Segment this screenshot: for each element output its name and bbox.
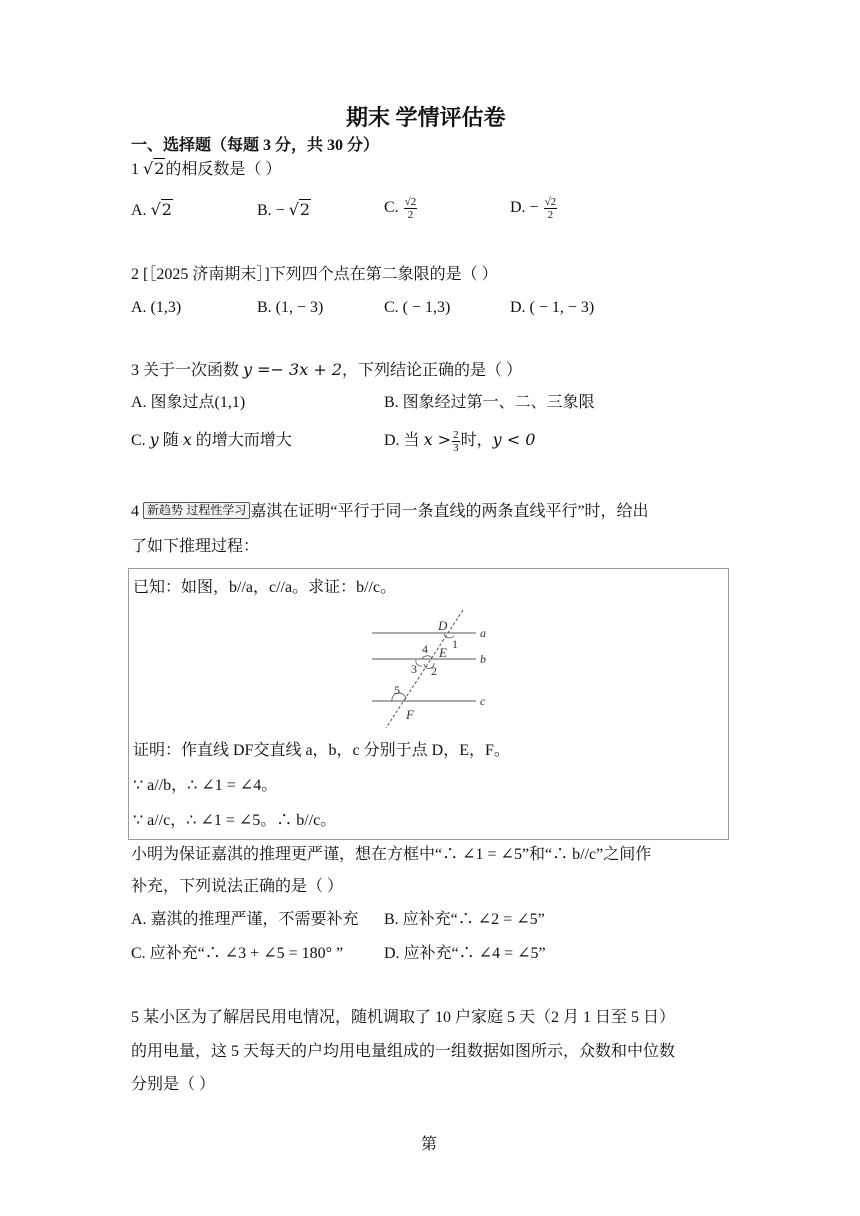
proof-line-1: 证明：作直线 DF交直线 a，b，c 分别于点 D，E，F。 [133,742,510,759]
question-3-stem: 3 关于一次函数 y =− 3x + 2，下列结论正确的是（ ） [131,360,523,379]
question-2-option-a[interactable]: A. (1,3) [131,299,182,316]
label-4: 4 [422,642,428,656]
question-1-stem: 1 √2的相反数是（ ） [131,159,282,178]
question-4-followup-line2: 补充，下列说法正确的是（ ） [131,878,344,895]
page-title: 期末 学情评估卷 [346,105,506,130]
question-5-line2: 的用电量，这 5 天每天的户均用电量组成的一组数据如图所示，众数和中位数 [131,1043,676,1060]
label-E: E [439,645,447,660]
question-2-option-b[interactable]: B. (1, − 3) [257,299,324,316]
section-heading: 一、选择题（每题 3 分，共 30 分） [131,137,380,154]
label-b: b [480,652,486,666]
question-4-badge: 新趋势 过程性学习 [143,502,250,519]
proof-given: 已知：如图，b//a，c//a。求证：b//c。 [133,579,397,596]
page-footer: 第 [421,1136,438,1153]
question-3-option-c[interactable]: C. y 随 x 的增大而增大 [131,430,292,449]
question-3-option-b[interactable]: B. 图象经过第一、二、三象限 [384,394,595,411]
question-4-stem-line2: 了如下推理过程： [131,538,260,555]
label-c: c [480,694,486,708]
label-a: a [480,626,486,640]
question-4-followup-line1: 小明为保证嘉淇的推理更严谨，想在方框中“∴ ∠1 = ∠5”和“∴ b//c”之间作 [131,846,652,863]
proof-line-2: ∵ a//b，∴ ∠1 = ∠4。 [133,777,278,794]
question-1-option-c[interactable]: C. $\frac{√2}{2}$ [384,195,417,221]
proof-line-3: ∵ a//c，∴ ∠1 = ∠5。∴ b//c。 [133,812,337,829]
question-1-option-b[interactable]: B. − √2 [257,200,311,219]
question-4-stem-line1: 4 新趋势 过程性学习 嘉淇在证明“平行于同一条直线的两条直线平行”时，给出 [131,503,649,520]
transversal-df [386,610,463,728]
question-4-option-c[interactable]: C. 应补充“∴ ∠3 + ∠5 = 180° ” [131,945,344,962]
question-3-option-a[interactable]: A. 图象过点(1,1) [131,394,246,411]
question-2-option-d[interactable]: D. ( − 1, − 3) [510,299,595,316]
question-1-option-a[interactable]: A. √2 [131,200,172,219]
question-1-option-d[interactable]: D. − $\frac{√2}{2}$ [510,195,557,221]
label-F: F [406,707,414,722]
parallel-lines-figure [366,606,526,736]
question-2-option-c[interactable]: C. ( − 1,3) [384,299,451,316]
question-3-option-d[interactable]: D. 当 x > $\frac{2}{3}$ 时，y < 0 [384,428,536,454]
question-4-option-b[interactable]: B. 应补充“∴ ∠2 = ∠5” [384,911,545,928]
question-4-option-d[interactable]: D. 应补充“∴ ∠4 = ∠5” [384,945,546,962]
label-1: 1 [452,637,458,651]
question-5-line3: 分别是（ ） [131,1076,216,1093]
question-5-line1: 5 某小区为了解居民用电情况，随机调取了 10 户家庭 5 天（2 月 1 日至 5 日） [131,1009,676,1026]
label-3: 3 [411,662,417,676]
label-D: D [438,618,448,633]
question-2-stem: 2 [［2025 济南期末］]下列四个点在第二象限的是（ ） [131,266,498,283]
label-5: 5 [394,683,400,697]
question-4-option-a[interactable]: A. 嘉淇的推理严谨，不需要补充 [131,911,359,928]
label-2: 2 [431,664,437,678]
